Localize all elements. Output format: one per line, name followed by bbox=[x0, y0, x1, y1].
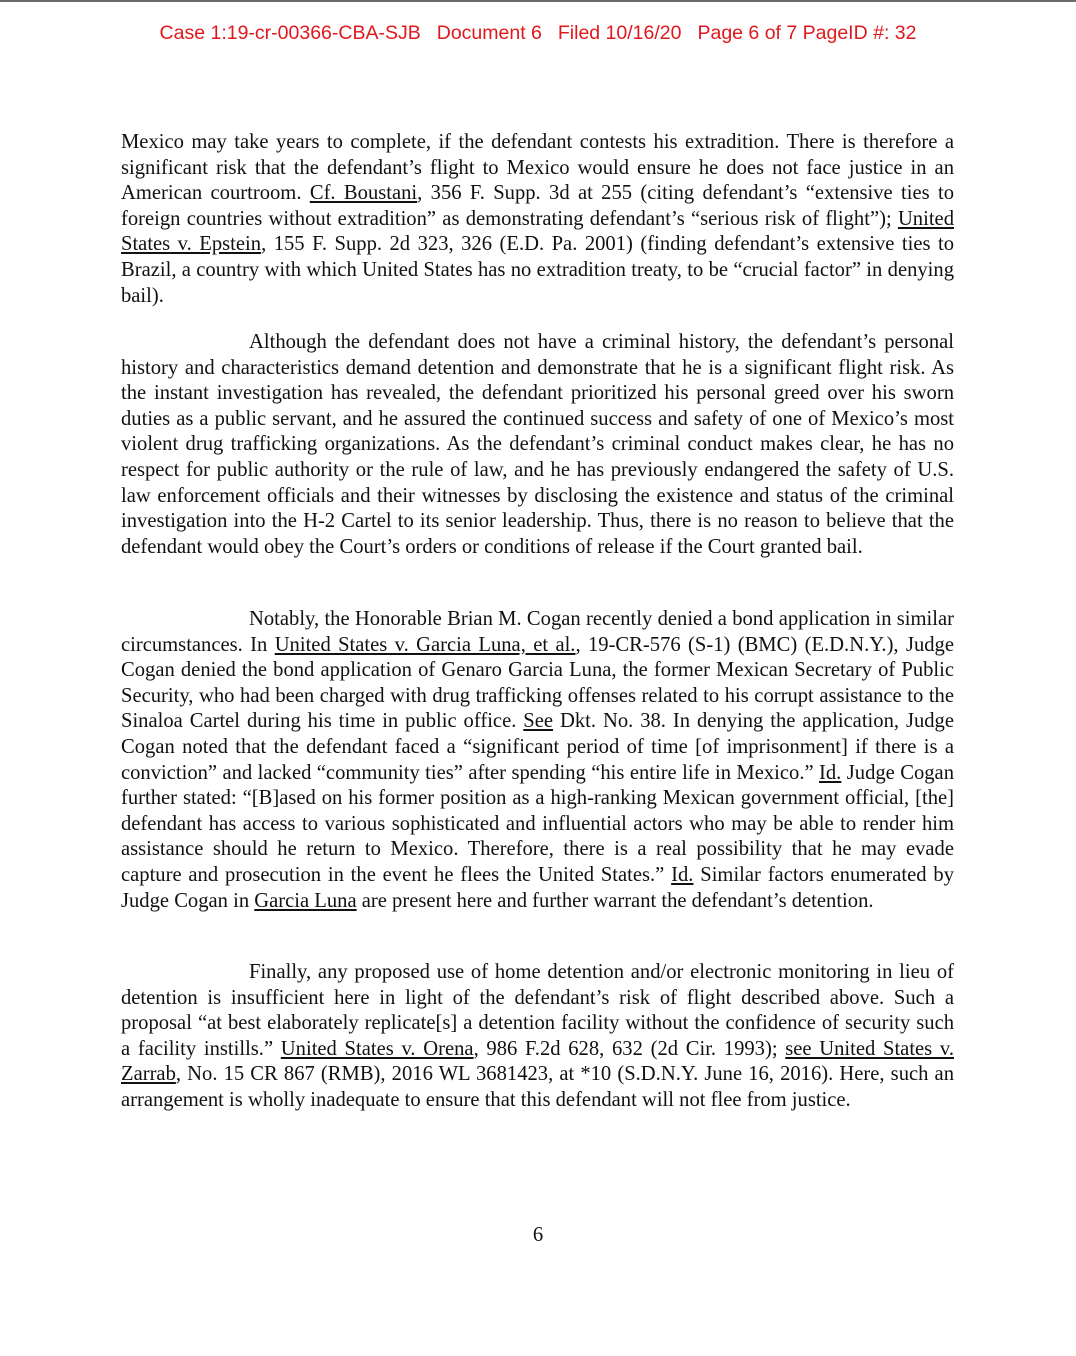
citation-garcia-luna-short: Garcia Luna bbox=[254, 889, 357, 912]
text-run: are present here and further warrant the defendant’s detention. bbox=[356, 889, 874, 912]
text-run: , 19-CR-576 (S-1) (BMC) (E.D.N.Y.), Judge Cogan denied the bond application of Genaro Garcia Luna, the former Mexican Secretary of Public Security, who had been charged with drug trafficking offenses related to his corrupt assistance to the Sinaloa Cartel during his time in public office. bbox=[121, 633, 954, 733]
text-run: Dkt. No. 38. In denying the application, Judge Cogan noted that the defendant faced a “significant period of time [of imprisonment] if there is a conviction” and lacked “community ties” after spending “his entire life in Mexico.” bbox=[121, 710, 954, 784]
text-run: Finally, any proposed use of home detention and/or electronic monitoring in lieu of detention is insufficient here in light of the defendant’s risk of flight described above. Such a proposal “at best elaborately replicate[s] a detention facility without the confidence of security such a facility instills.” bbox=[121, 961, 954, 1060]
filed-date: Filed 10/16/20 bbox=[557, 22, 682, 44]
paragraph-personal-history bbox=[121, 330, 954, 560]
citation-orena: United States v. Orena bbox=[280, 1037, 474, 1060]
page-id: Page 6 of 7 PageID #: 32 bbox=[697, 22, 917, 44]
citation-zarrab: see United States v. Zarrab bbox=[121, 1037, 954, 1086]
case-number: Case 1:19-cr-00366-CBA-SJB bbox=[159, 22, 421, 44]
citation-id: Id. bbox=[671, 863, 694, 886]
citation-boustani: Cf. Boustani bbox=[309, 182, 418, 205]
paragraph-extradition bbox=[121, 130, 954, 309]
paragraph-text: Although the defendant does not have a criminal history, the defendant’s personal history and characteristics demand detention and demonstrate that he is a significant flight risk. As the instant investigation has revealed, the defendant prioritized his personal greed over his sworn duties as a public servant, and he assured the continued success and safety of one of Mexico’s most violent drug trafficking organizations. As the defendant’s criminal conduct makes clear, he has no respect for public authority or the rule of law, and he has previously endangered the safety of U.S. law enforcement officials and their witnesses by disclosing the existence and status of the criminal investigation into the H-2 Cartel to its senior leadership. Thus, there is no reason to believe that the defendant would obey the Court’s orders or conditions of release if the Court granted bail. bbox=[121, 331, 954, 558]
citation-epstein: United States v. Epstein bbox=[121, 207, 954, 256]
signal-see: See bbox=[523, 710, 554, 733]
text-run: , No. 15 CR 867 (RMB), 2016 WL 3681423, at *10 (S.D.N.Y. June 16, 2016). Here, such an arrangement is wholly inadequate to ensure that this defendant will not flee from justice. bbox=[121, 1063, 954, 1111]
top-border bbox=[0, 0, 1076, 2]
text-run: , 356 F. Supp. 3d at 255 (citing defendant’s “extensive ties to foreign countries without extradition” as demonstrating defendant’s “serious risk of flight”); bbox=[121, 182, 955, 230]
citation-garcia-luna: United States v. Garcia Luna, et al. bbox=[274, 633, 576, 656]
text-run: Judge Cogan further stated: “[B]ased on his former position as a high-ranking Mexican government official, [the] defendant has access to various sophisticated and influential actors who may be able to render him assistance should he return to Mexico. Therefore, there is a real possibility that he may evade capture and prosecution in the event he flees the United States.” bbox=[121, 761, 954, 886]
citation-id: Id. bbox=[819, 761, 842, 784]
paragraph-garcia-luna bbox=[121, 607, 954, 914]
filing-header bbox=[0, 22, 1076, 45]
text-run: Notably, the Honorable Brian M. Cogan recently denied a bond application in similar circumstances. In bbox=[121, 608, 954, 656]
paragraph-home-detention bbox=[121, 960, 954, 1114]
document-number: Document 6 bbox=[436, 22, 542, 44]
text-run: Mexico may take years to complete, if the defendant contests his extradition. There is therefore a significant risk that the defendant’s flight to Mexico would ensure he does not face justice in an American courtroom. bbox=[121, 131, 954, 205]
text-run: , 986 F.2d 628, 632 (2d Cir. 1993); bbox=[473, 1037, 786, 1060]
text-run: Similar factors enumerated by Judge Cogan in bbox=[121, 863, 954, 912]
text-run: , 155 F. Supp. 2d 323, 326 (E.D. Pa. 2001) (finding defendant’s extensive ties to Brazil, a country with which United States has no extradition treaty, to be “crucial factor” in denying bail). bbox=[121, 233, 954, 307]
page-number: 6 bbox=[532, 1224, 544, 1246]
